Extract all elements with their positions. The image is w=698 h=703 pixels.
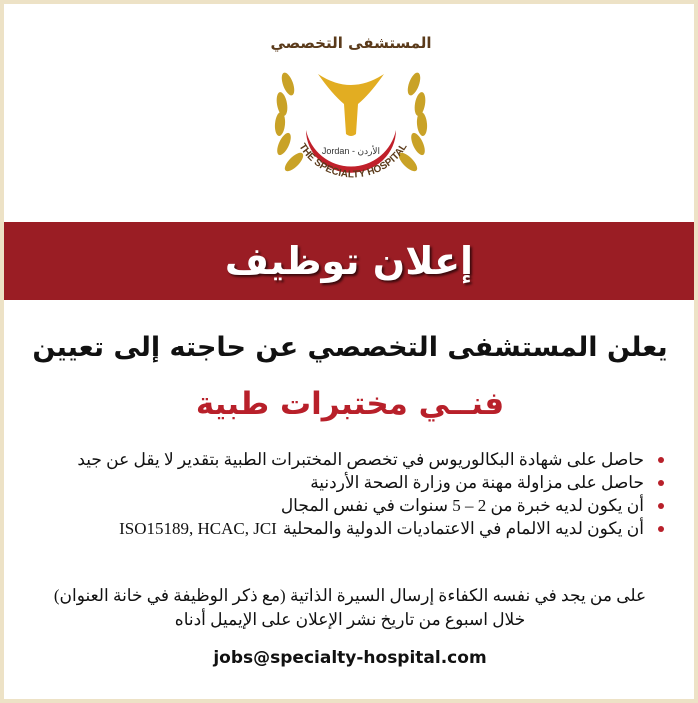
accreditation-list: ISO15189, HCAC, JCI bbox=[119, 519, 277, 538]
requirement-text: أن يكون لديه الالمام في الاعتماديات الدولية والمحلية bbox=[282, 519, 644, 538]
requirement-item bbox=[28, 471, 668, 494]
position-title: فنــي مختبرات طبية bbox=[195, 386, 505, 422]
bullet-icon bbox=[658, 457, 664, 463]
requirement-item bbox=[28, 494, 668, 517]
requirement-item bbox=[28, 448, 668, 471]
laurel-wreath-icon bbox=[258, 34, 444, 210]
announcement-banner bbox=[4, 222, 694, 300]
announcement-headline: يعلن المستشفى التخصصي عن حاجته إلى تعيين bbox=[32, 332, 668, 363]
logo-location: Jordan - الأردن bbox=[321, 146, 381, 156]
bullet-icon bbox=[658, 503, 664, 509]
logo-arabic-name: المستشفى التخصصي bbox=[270, 34, 432, 52]
human-figure-icon bbox=[318, 74, 384, 136]
bullet-icon bbox=[658, 480, 664, 486]
apply-line-1: على من يجد في نفسه الكفاءة إرسال السيرة الذاتية (مع ذكر الوظيفة في خانة العنوان) bbox=[53, 586, 647, 605]
requirement-text: حاصل على مزاولة مهنة من وزارة الصحة الأردنية bbox=[310, 473, 644, 492]
requirements-list bbox=[28, 448, 668, 540]
banner-title: إعلان توظيف bbox=[224, 239, 474, 283]
contact-email[interactable]: jobs@specialty-hospital.com bbox=[213, 648, 487, 668]
application-instructions bbox=[30, 584, 670, 632]
logo-english-name: THE SPECIALTY HOSPITAL bbox=[296, 141, 410, 181]
apply-line-2: خلال اسبوع من تاريخ نشر الإعلان على الإيميل أدناه bbox=[174, 610, 526, 629]
hospital-logo bbox=[258, 34, 444, 210]
requirement-text: أن يكون لديه خبرة من 2 – 5 سنوات في نفس المجال bbox=[280, 496, 644, 515]
bullet-icon bbox=[658, 526, 664, 532]
requirement-text: حاصل على شهادة البكالوريوس في تخصص المختبرات الطبية بتقدير لا يقل عن جيد bbox=[77, 450, 644, 469]
requirement-item bbox=[28, 517, 668, 540]
